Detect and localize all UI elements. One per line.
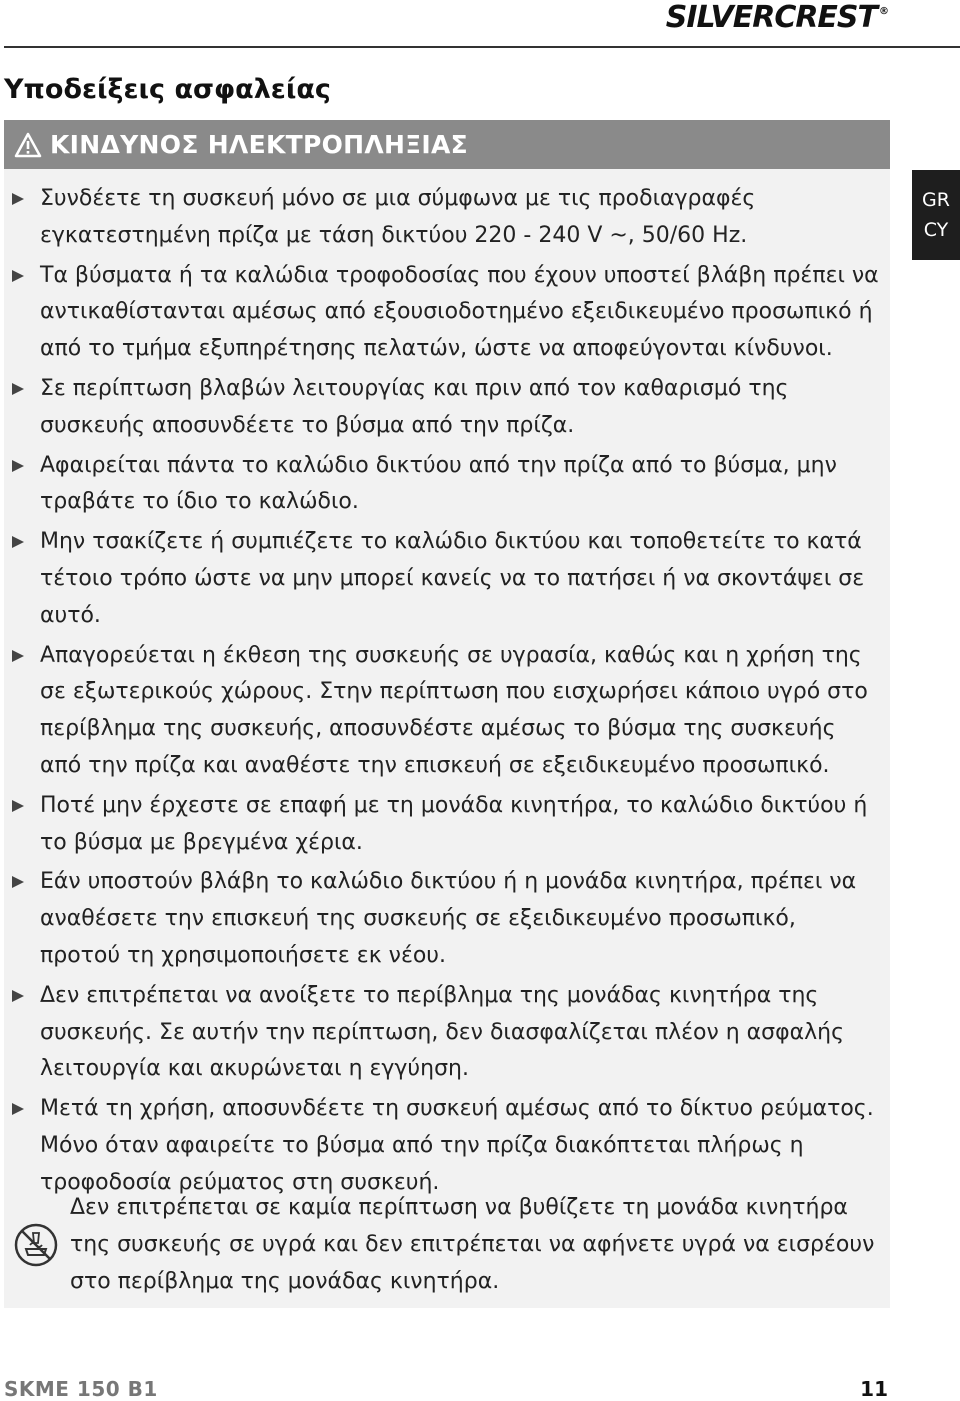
list-item-text: Αφαιρείται πάντα το καλώδιο δικτύου από την πρίζα από το βύσμα, μην τραβάτε το ίδιο το καλώδιο. — [40, 452, 837, 515]
header-rule — [4, 46, 960, 48]
immersion-note — [4, 1189, 890, 1300]
bullet-arrow-icon — [12, 650, 24, 662]
bullet-arrow-icon — [12, 800, 24, 812]
page-title: Υποδείξεις ασφαλείας — [4, 74, 331, 105]
lang-code-cy: CY — [923, 219, 949, 241]
no-immersion-icon — [8, 1221, 64, 1269]
list-item — [4, 788, 890, 862]
list-item — [4, 181, 890, 255]
model-number: SKME 150 B1 — [4, 1377, 158, 1401]
list-item — [4, 258, 890, 368]
list-item — [4, 864, 890, 974]
list-item — [4, 638, 890, 785]
list-item-text: Εάν υποστούν βλάβη το καλώδιο δικτύου ή η μονάδα κινητήρα, πρέπει να αναθέσετε την επισκευή της συσκευής σε εξειδικευμένο προσωπικό, προτού τη χρησιμοποιήσετε εκ νέου. — [40, 869, 857, 968]
list-item-text: Απαγορεύεται η έκθεση της συσκευής σε υγρασία, καθώς και η χρήση της σε εξωτερικούς χώρους. Στην περίπτωση που εισχωρήσει κάποιο υγρό στο περίβλημα της συσκευής, αποσυνδέστε αμέσως το βύσμα της συσκευής από την πρίζα και αναθέστε την επισκευή σε εξειδικευμένο προσωπικό. — [40, 642, 868, 778]
bullet-arrow-icon — [12, 383, 24, 395]
bullet-arrow-icon — [12, 536, 24, 548]
warning-triangle-icon — [14, 132, 42, 158]
list-item-text: Ποτέ μην έρχεστε σε επαφή με τη μονάδα κινητήρα, το καλώδιο δικτύου ή το βύσμα με βρεγμένα χέρια. — [40, 792, 868, 855]
brand-logo — [666, 0, 888, 40]
bullet-arrow-icon — [12, 270, 24, 282]
bullet-arrow-icon — [12, 1103, 24, 1115]
list-item-text: Μην τσακίζετε ή συμπιέζετε το καλώδιο δικτύου και τοποθετείτε το κατά τέτοιο τρόπο ώστε να μην μπορεί κανείς να το πατήσει ή να σκοντάψει σε αυτό. — [40, 529, 865, 628]
page-number: 11 — [860, 1377, 888, 1401]
list-item-text: Σε περίπτωση βλαβών λειτουργίας και πριν από τον καθαρισμό της συσκευής αποσυνδέετε το βύσμα από την πρίζα. — [40, 375, 789, 438]
safety-list — [4, 169, 890, 1202]
list-item — [4, 978, 890, 1088]
list-item-text: Μετά τη χρήση, αποσυνδέετε τη συσκευή αμέσως από το δίκτυο ρεύματος. Μόνο όταν αφαιρείτε το βύσμα από την πρίζα διακόπτεται πλήρως η τροφοδοσία ρεύματος στη συσκευή. — [40, 1096, 874, 1195]
warning-header — [4, 120, 890, 169]
lang-code-gr: GR — [922, 189, 950, 211]
warning-title: ΚΙΝΔΥΝΟΣ ΗΛΕΚΤΡΟΠΛΗΞΙΑΣ — [50, 130, 468, 159]
list-item-text: Τα βύσματα ή τα καλώδια τροφοδοσίας που έχουν υποστεί βλάβη πρέπει να αντικαθίστανται αμέσως από εξουσιοδοτημένο εξειδικευμένο προσωπικό ή από το τμήμα εξυπηρέτησης πελατών, ώστε να αποφεύγονται κίνδυνοι. — [40, 262, 879, 362]
language-tab — [912, 170, 960, 260]
note-text: Δεν επιτρέπεται σε καμία περίπτωση να βυθίζετε τη μονάδα κινητήρα της συσκευής σε υγρά και δεν επιτρέπεται να αφήνετε υγρά να εισρέουν στο περίβλημα της μονάδας κινητήρα. — [70, 1195, 875, 1294]
bullet-arrow-icon — [12, 990, 24, 1002]
list-item — [4, 524, 890, 634]
list-item-text: Δεν επιτρέπεται να ανοίξετε το περίβλημα της μονάδας κινητήρα της συσκευής. Σε αυτήν την περίπτωση, δεν διασφαλίζεται πλέον η ασφαλής λειτουργία και ακυρώνεται η εγγύηση. — [40, 982, 845, 1082]
list-item-text: Συνδέετε τη συσκευή μόνο σε μια σύμφωνα με τις προδιαγραφές εγκατεστημένη πρίζα με τάση δικτύου 220 - 240 V ~, 50/60 Hz. — [40, 186, 756, 248]
warning-box — [4, 120, 890, 1308]
bullet-arrow-icon — [12, 193, 24, 205]
list-item — [4, 448, 890, 522]
list-item — [4, 371, 890, 445]
bullet-arrow-icon — [12, 876, 24, 888]
registered-mark: ® — [879, 6, 888, 17]
list-item — [4, 1091, 890, 1201]
bullet-arrow-icon — [12, 460, 24, 472]
brand-text: SILVERCREST — [665, 0, 877, 35]
